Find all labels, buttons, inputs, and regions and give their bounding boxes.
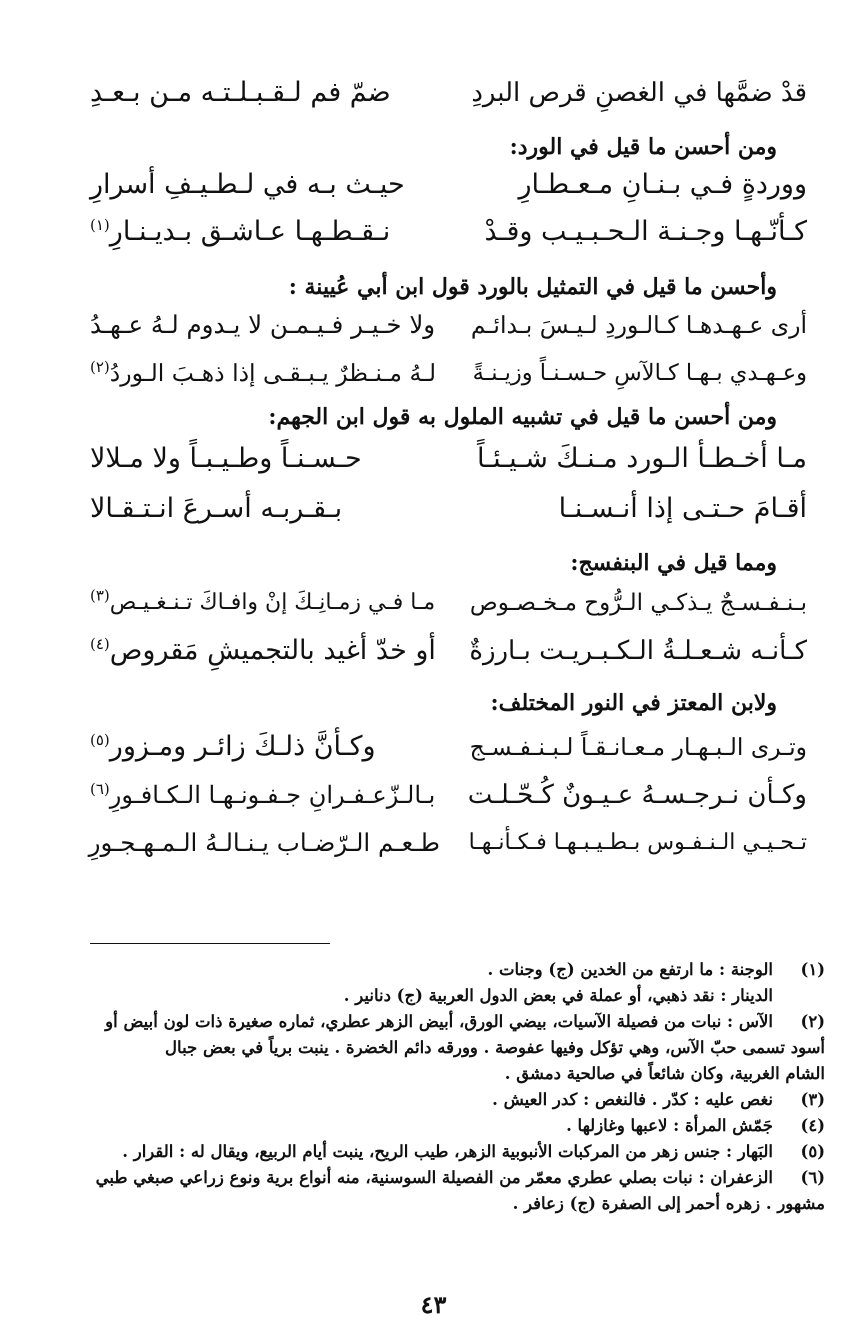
footnote-line: الزعفران : نبات بصلي عطري معمّر من الفصيلة السوسنية، منه أنواع برية ونوع زراعي صبغي طبي: [95, 1168, 773, 1187]
verse-first-hemistich: أرى عـهـدهـا كـالـوردِ لـيـسَ بـدائـم: [470, 311, 807, 339]
footnote-number: (١): [800, 960, 825, 979]
verse-line: [90, 484, 807, 534]
footnote-line: نغص عليه : كدّر . فالنغص : كدر العيش .: [492, 1090, 773, 1109]
verse-text: بـالـزّعـفـرانِ جـفـونـهـا الـكـافـورِ: [109, 781, 436, 809]
verse-line: [90, 160, 807, 210]
verse-second-hemistich: [90, 722, 440, 772]
footnote-number: (٦): [800, 1168, 825, 1187]
verse-line: [90, 818, 807, 868]
footnote: [35, 957, 825, 983]
verse-line: [90, 434, 807, 484]
verse-line: [90, 626, 807, 676]
verse-line: [90, 300, 807, 350]
footnote-line: أسود تسمى حبّ الآس، وهي تؤكل وفيها عفوصة . وورقه دائم الخضرة . ينبت برياً في بعض جبال: [165, 1038, 825, 1057]
footnote-text: [35, 957, 773, 983]
verse-line: [90, 722, 807, 772]
footnote-text: [35, 1009, 773, 1035]
footnote-text: [35, 1165, 773, 1191]
verse-line: [90, 348, 807, 398]
footnote-marker: (٥): [90, 731, 110, 749]
footnote: [35, 1113, 825, 1139]
verse-first-hemistich: كـأنّـهـا وجـنـة الـحـبـيـب وقـدْ: [484, 216, 807, 247]
verse-first-hemistich: تـحـيـي الـنـفـوس بـطـيـبـهـا فـكـأنـهـا: [468, 830, 807, 855]
verse-first-hemistich: وتـرى الـبـهـار مـعـانـقـاً لـبـنـفـسـج: [469, 733, 807, 761]
verse-second-hemistich: حيـث بـه في لـطـيـفِ أسرارِ: [90, 169, 405, 200]
verse-second-hemistich: [90, 770, 440, 820]
verse-first-hemistich: بـنـفـسـجٌ يـذكـي الـرُّوح مـخـصـوص: [469, 590, 807, 616]
footnote-marker: (٤): [90, 635, 110, 653]
verse-first-hemistich: ووردةٍ فـي بـنـانِ مـعـطـارِ: [518, 169, 807, 200]
verse-line: [90, 207, 807, 257]
footnote-line: جَمّش المرأة : لاعبها وغازلها .: [566, 1116, 773, 1135]
footnote: [35, 1165, 825, 1191]
verse-first-hemistich: مـا أخـطـأ الـورد مـنـكَ شـيـئـاً: [476, 443, 807, 474]
verse-line: [90, 68, 807, 118]
footnote-marker: (٢): [90, 358, 110, 377]
verse-second-hemistich: ضمّ فم لـقـبـلـتـه مـن بـعـدِ: [90, 77, 391, 108]
footnote-marker: (٦): [90, 780, 110, 798]
footnote-divider: [90, 943, 330, 944]
footnote-line: الوجنة : ما ارتفع من الخدين (ج) وجنات .: [487, 960, 773, 979]
verse-text: وكـأنَّ ذلـكَ زائـر ومـزور: [109, 731, 376, 762]
section-intro: ومما قيل في البنفسج:: [570, 550, 777, 576]
footnote-marker: (١): [90, 216, 110, 234]
verse-second-hemistich: [90, 207, 440, 257]
footnote-number: (٢): [800, 1012, 825, 1031]
verse-second-hemistich: [90, 626, 440, 676]
verse-first-hemistich: كـأنـه شـعـلـةُ الـكـبـريـت بـارزةٌ: [469, 636, 807, 666]
footnote-text: [35, 1113, 773, 1139]
footnote-line: مشهور . زهره أحمر إلى الصفرة (ج) زعافر .: [512, 1194, 825, 1213]
footnote: [35, 1139, 825, 1165]
verse-line: [90, 770, 807, 820]
verse-text: نـقـطـهـا عـاشـق بـديـنـارِ: [109, 216, 391, 247]
footnote: [35, 1009, 825, 1035]
verse-text: أو خدّ أغيد بالتجميشِ مَقروص: [109, 635, 436, 666]
footnote-text: [35, 1087, 773, 1113]
verse-first-hemistich: أقـامَ حـتـى إذا أنـسـنـا: [558, 493, 807, 524]
footnotes: [35, 957, 825, 1217]
footnote-line: البَهار : جنس زهر من المركبات الأنبوبية الزهر، طيب الريح، ينبت أيام الربيع، ويقال له : القرار .: [122, 1142, 773, 1161]
verse-second-hemistich: ولا خـيـر فـيـمـن لا يـدوم لـهُ عـهـدُ: [90, 310, 436, 339]
section-intro: ولابن المعتز في النور المختلف:: [490, 690, 777, 716]
footnote-number: (٣): [800, 1090, 825, 1109]
section-intro: وأحسن ما قيل في التمثيل بالورد قول ابن أبي عُيينة :: [288, 274, 777, 300]
verse-text: مـا فـي زمـانِـكَ إنْ وافـاكَ تـنـغـيـص: [109, 590, 436, 615]
verse-second-hemistich: حـسـنـاً وطـيـبـاً ولا مـلالا: [90, 443, 362, 474]
footnote: [35, 1087, 825, 1113]
verse-first-hemistich: وعـهـدي بـهـا كـالآسِ حـسـنـاً وزيـنـةً: [472, 360, 807, 386]
footnote-text: [35, 1139, 773, 1165]
footnote-number: (٥): [800, 1142, 825, 1161]
verse-second-hemistich: [90, 348, 440, 398]
page-number: ٤٣: [420, 1290, 447, 1319]
verse-line: [90, 578, 807, 628]
verse-text: لـهُ مـنـظرٌ يـبـقـى إذا ذهـبَ الـوردُ: [109, 359, 437, 387]
verse-second-hemistich: [90, 578, 440, 628]
footnote-line: الشام الغربية، وكان شائعاً في صالحية دمشق .: [504, 1064, 825, 1083]
section-intro: ومن أحسن ما قيل في الورد:: [509, 134, 777, 160]
footnote-number: (٤): [800, 1116, 825, 1135]
verse-first-hemistich: وكـأن نـرجـسـهُ عـيـونٌ كُـحّـلـت: [467, 780, 807, 810]
footnote-marker: (٣): [90, 586, 110, 605]
footnote-line: الدينار : نقد ذهبي، أو عملة في بعض الدول العربية (ج) دنانير .: [343, 986, 773, 1005]
footnote-line: الآس : نبات من فصيلة الآسيات، بيضي الورق، أبيض الزهر عطري، ثماره صغيرة ذات لون أبيض أو: [105, 1012, 773, 1031]
verse-second-hemistich: بـقـربـه أسـرعَ انـتـقـالا: [90, 493, 343, 524]
section-intro: ومن أحسن ما قيل في تشبيه الملول به قول ابن الجهم:: [268, 404, 777, 430]
verse-first-hemistich: قدْ ضمَّها في الغصنِ قرص البردِ: [471, 78, 807, 108]
verse-second-hemistich: طـعـم الـرّضـاب يـنـالـهُ الـمـهـجـورِ: [88, 828, 440, 857]
